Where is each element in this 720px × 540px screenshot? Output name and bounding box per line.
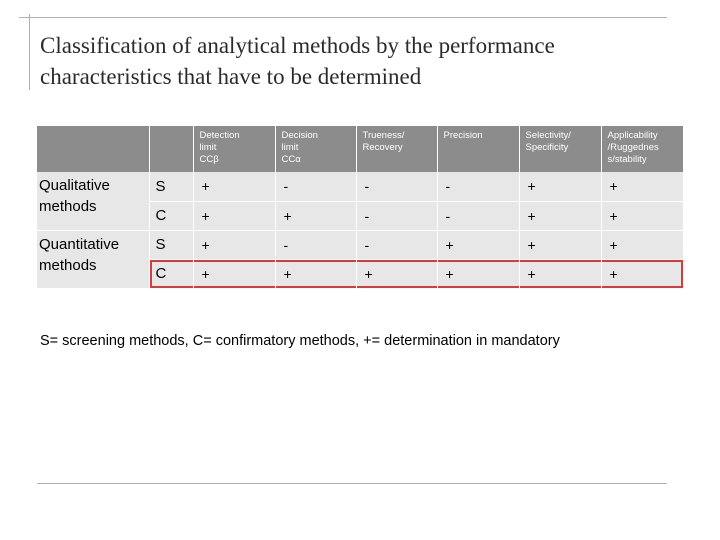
header-text: Decision <box>281 130 318 141</box>
header-blank-group <box>37 126 149 172</box>
method-code-cell: S <box>149 172 193 201</box>
header-text: limit <box>281 142 299 153</box>
table-cell: + <box>601 172 683 201</box>
table-cell: + <box>193 172 275 201</box>
header-text: limit <box>199 142 217 153</box>
table-row-quantitative-s <box>37 230 683 259</box>
slide-title-line-1: Classification of analytical methods by the performance <box>40 33 555 58</box>
group-label-qualitative <box>37 172 149 230</box>
group-label-text: Qualitative <box>39 177 110 194</box>
table-cell: - <box>356 172 437 201</box>
header-text: Specificity <box>525 142 569 153</box>
header-selectivity-specificity <box>519 126 601 172</box>
table-cell: + <box>519 172 601 201</box>
header-precision <box>437 126 519 172</box>
table-cell: - <box>356 230 437 259</box>
header-text: Detection <box>199 130 240 141</box>
table-cell: + <box>275 201 356 230</box>
table-cell: + <box>437 230 519 259</box>
table-cell: + <box>437 259 519 288</box>
table-cell: + <box>193 230 275 259</box>
method-code-cell: C <box>149 201 193 230</box>
header-applicability-ruggedness <box>601 126 683 172</box>
accent-bottom-line <box>37 483 667 484</box>
header-text: Recovery <box>362 142 403 153</box>
method-code-cell: C <box>149 259 193 288</box>
table-cell: + <box>519 201 601 230</box>
header-text: s/stability <box>607 154 647 165</box>
table-cell: + <box>275 259 356 288</box>
header-text: CCβ <box>199 154 219 165</box>
table-cell: - <box>275 172 356 201</box>
header-text: CCα <box>281 154 301 165</box>
group-label-text: Quantitative <box>39 235 120 253</box>
header-text: Precision <box>443 130 483 141</box>
header-blank-code <box>149 126 193 172</box>
header-detection-limit <box>193 126 275 172</box>
method-code-cell: S <box>149 230 193 259</box>
header-text: Applicability <box>607 130 658 141</box>
table-cell: + <box>193 201 275 230</box>
table-cell: + <box>519 230 601 259</box>
footnote: S= screening methods, C= confirmatory methods, += determination in mandatory <box>40 333 560 349</box>
table-cell: + <box>193 259 275 288</box>
table-cell: + <box>601 201 683 230</box>
header-text: Selectivity/ <box>525 130 571 141</box>
table-cell: - <box>356 201 437 230</box>
slide-title-line-2: characteristics that have to be determined <box>40 64 422 89</box>
table-cell: + <box>519 259 601 288</box>
table-cell: + <box>356 259 437 288</box>
accent-vertical-line <box>29 14 30 90</box>
slide-title <box>40 30 680 92</box>
accent-top-line <box>19 17 667 18</box>
table-row-qualitative-s <box>37 172 683 201</box>
table-cell: + <box>601 230 683 259</box>
table-cell: + <box>601 259 683 288</box>
table-cell: - <box>437 201 519 230</box>
group-label-quantitative <box>37 230 149 288</box>
group-label-text: methods <box>39 198 97 215</box>
header-decision-limit <box>275 126 356 172</box>
table-header-row <box>37 126 683 172</box>
table-cell: - <box>275 230 356 259</box>
table-cell: - <box>437 172 519 201</box>
performance-characteristics-table <box>37 126 684 289</box>
header-text: /Ruggednes <box>607 142 659 153</box>
group-label-text: methods <box>39 256 97 274</box>
header-trueness-recovery <box>356 126 437 172</box>
header-text: Trueness/ <box>362 130 405 141</box>
